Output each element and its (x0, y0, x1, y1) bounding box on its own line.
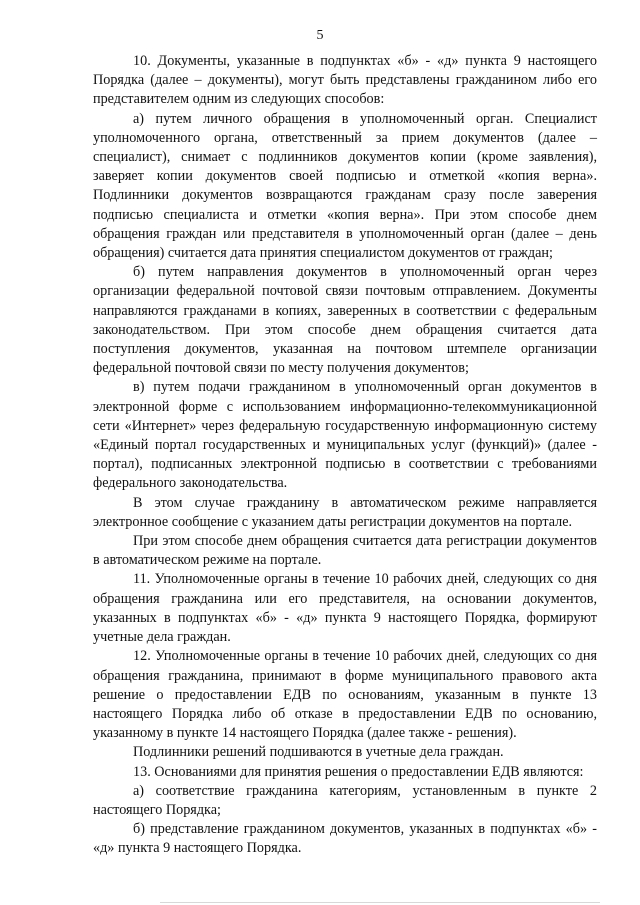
document-body (93, 52, 597, 859)
paragraph-portal-notice: В этом случае гражданину в автоматическом режиме направляется электронное сообщение с указанием даты регистрации документов на портале. (93, 494, 597, 530)
paragraph-13: 13. Основаниями для принятия решения о предоставлении ЕДВ являются: (133, 763, 584, 780)
paragraph-portal-date: При этом способе днем обращения считается дата регистрации документов в автоматическом режиме на портале. (93, 533, 597, 569)
paragraph-11: 11. Уполномоченные органы в течение 10 рабочих дней, следующих со дня обращения гражданина или его представителя, на основании документов, указанных в подпунктах «б» - «д» пункта 9 настоящего Порядка, формируют учетные дела граждан. (93, 571, 597, 646)
paragraph-originals: Подлинники решений подшиваются в учетные дела граждан. (133, 744, 504, 761)
scan-edge-line (160, 902, 600, 903)
paragraph-10-c: в) путем подачи гражданином в уполномоченный орган документов в электронной форме с использованием информационно-телекоммуникационной сети «Интернет» через федеральную государственную информационную систему «Единый портал государственных и муниципальных услуг (функций)» (далее - портал), подписанных электронной подписью в соответствии с требованиями федерального законодательства. (93, 379, 597, 492)
paragraph-10-b: б) путем направления документов в уполномоченный орган через организации федеральной почтовой связи почтовым отправлением. Документы направляются гражданами в копиях, заверенных в соответствии с федеральным законодательством. При этом способе днем обращения считается дата поступления документов, указанная на почтовом штемпеле организации федеральной почтовой связи по месту получения документов; (93, 264, 597, 377)
paragraph-12: 12. Уполномоченные органы в течение 10 рабочих дней, следующих со дня обращения гражданина, принимают в форме муниципального правового акта решение о предоставлении ЕДВ по основаниям, указанным в пункте 13 настоящего Порядка либо об отказе в предоставлении ЕДВ по основанию, указанному в пункте 14 настоящего Порядка (далее также - решения). (93, 648, 597, 742)
paragraph-10-a: а) путем личного обращения в уполномоченный орган. Специалист уполномоченного органа, ответственный за прием документов (далее – специалист), снимает с подлинников документов копии (кроме заявления), заверяет копии документов своей подписью и отметкой «копия верна». Подлинники документов возвращаются гражданам сразу после заверения подписью специалиста и отметки «копия верна». При этом способе днем обращения граждан или представителя в уполномоченный орган (далее – день обращения) считается дата принятия специалистом документов от граждан; (93, 110, 597, 262)
paragraph-13-a: а) соответствие гражданина категориям, установленным в пункте 2 настоящего Порядка; (93, 782, 597, 818)
page-number: 5 (316, 28, 324, 43)
paragraph-10: 10. Документы, указанные в подпунктах «б» - «д» пункта 9 настоящего Порядка (далее – документы), могут быть представлены гражданином либо его представителем одним из следующих способов: (93, 53, 597, 108)
paragraph-13-b: б) представление гражданином документов, указанных в подпунктах «б» - «д» пункта 9 настоящего Порядка. (93, 821, 597, 857)
